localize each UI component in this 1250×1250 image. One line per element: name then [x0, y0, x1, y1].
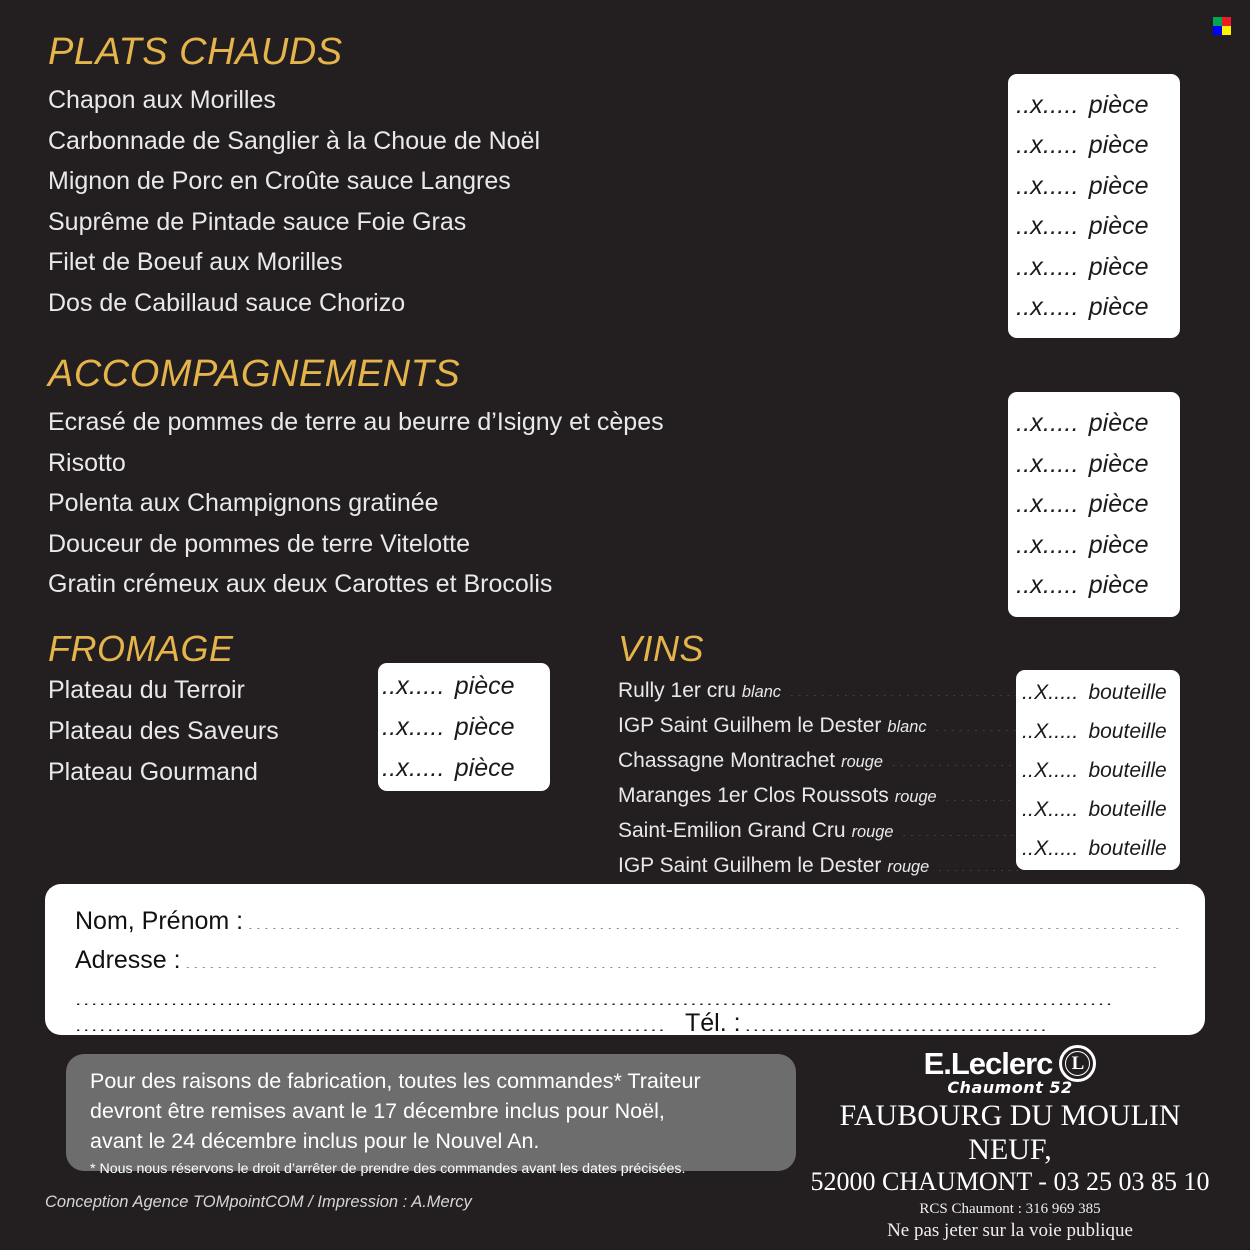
quantity-marker[interactable]: ..x.....: [1016, 490, 1079, 519]
menu-item-qualifier: blanc: [741, 683, 781, 701]
menu-item-row: [618, 849, 1023, 884]
store-identity-block: [800, 1045, 1220, 1242]
quantity-entry-row[interactable]: [1016, 403, 1180, 444]
quantity-marker[interactable]: ..x.....: [1016, 449, 1079, 478]
leclerc-wordmark: E.Leclerc: [923, 1045, 1053, 1081]
address-input-line3[interactable]: [75, 1006, 667, 1031]
regmark-swatch-blue: [1213, 26, 1222, 35]
menu-item-name: Douceur de pommes de terre Vitelotte: [48, 529, 470, 558]
dot-leader: [474, 204, 1009, 229]
store-city-label: Chaumont 52: [947, 1078, 1073, 1097]
quantity-unit-label: pièce: [1088, 530, 1149, 559]
quantity-entry-row[interactable]: [1016, 444, 1180, 485]
dot-leader: [548, 123, 1009, 148]
menu-item-row: [618, 779, 1023, 814]
menu-item-row: [48, 80, 1013, 121]
menu-item-row: [618, 709, 1023, 744]
design-credit: Conception Agence TOMpointCOM / Impression : A.Mercy: [45, 1193, 472, 1211]
quantity-marker[interactable]: ..x.....: [1016, 212, 1079, 240]
menu-item-row: [48, 483, 1013, 524]
notice-line-2: devront être remises avant le 17 décembre inclus pour Noël,: [90, 1099, 665, 1123]
dot-leader: [935, 710, 1019, 731]
menu-item-row: [48, 242, 1013, 283]
menu-item-row: [48, 202, 1013, 243]
regmark-swatch-yellow: [1222, 26, 1231, 35]
section-vins: [618, 628, 1023, 884]
address-input-line2[interactable]: [75, 980, 1113, 1005]
quantity-entry-row[interactable]: [1016, 206, 1180, 247]
quantity-unit-label: pièce: [454, 712, 515, 741]
menu-item-row: [48, 283, 1013, 324]
dot-leader: [413, 285, 1009, 310]
quantity-unit-label: pièce: [1088, 171, 1149, 200]
dot-leader: [447, 485, 1009, 510]
section-heading-vins: VINS: [618, 628, 705, 669]
menu-item-row: [48, 524, 1013, 565]
menu-item-name: Plateau Gourmand: [48, 758, 258, 786]
section-heading-fromage: FROMAGE: [48, 628, 234, 669]
quantity-unit-label: bouteille: [1088, 836, 1167, 860]
dot-leader: [560, 566, 1009, 591]
regmark-swatch-green: [1213, 17, 1222, 26]
notice-line-3: avant le 24 décembre inclus pour le Nouvel An.: [90, 1129, 540, 1153]
phone-field-row[interactable]: [75, 1005, 1181, 1041]
quantity-unit-label: bouteille: [1088, 719, 1167, 743]
name-input[interactable]: [247, 904, 1181, 929]
menu-item-name: Maranges 1er Clos Roussots: [618, 784, 889, 807]
menu-item-qualifier: rouge: [894, 788, 937, 806]
regmark-swatch-red: [1222, 17, 1231, 26]
notice-footnote: * Nous nous réservons le droit d’arrêter de prendre des commandes avant les dates précisées.: [90, 1161, 686, 1177]
dot-leader: [789, 675, 1019, 696]
section-accompagnements: [48, 352, 1013, 605]
address-field-label: Adresse :: [75, 946, 181, 974]
color-registration-mark: [1213, 17, 1231, 35]
quantity-unit-label: pièce: [1088, 293, 1149, 321]
menu-item-name: Carbonnade de Sanglier à la Choue de Noël: [48, 126, 541, 155]
quantity-marker[interactable]: ..x.....: [382, 712, 445, 741]
dot-leader: [134, 445, 1009, 470]
quantity-entry-row[interactable]: [1022, 712, 1180, 751]
menu-item-name: Filet de Boeuf aux Morilles: [48, 248, 343, 276]
dot-leader: [672, 404, 1009, 429]
address-input-line1[interactable]: [185, 943, 1161, 968]
store-address-line-1: FAUBOURG DU MOULIN NEUF,: [839, 1099, 1181, 1166]
dot-leader: [945, 780, 1019, 801]
quantity-unit-label: bouteille: [1088, 797, 1167, 821]
quantity-entry-row[interactable]: [382, 707, 550, 748]
quantity-entry-row[interactable]: [1016, 166, 1180, 207]
name-field-row[interactable]: [75, 902, 1181, 941]
quantity-entry-row[interactable]: [382, 748, 550, 789]
dot-leader: [891, 745, 1019, 766]
quantity-marker[interactable]: ..X.....: [1022, 680, 1079, 704]
section-heading-accompagnements: ACCOMPAGNEMENTS: [48, 353, 461, 395]
quantity-entry-row[interactable]: [1016, 525, 1180, 566]
leclerc-badge-letter: L: [1071, 1052, 1085, 1074]
quantity-marker[interactable]: ..x.....: [1016, 409, 1079, 438]
quantity-unit-label: bouteille: [1088, 680, 1167, 704]
quantity-marker[interactable]: ..x.....: [1016, 571, 1079, 600]
section-plats-chauds: [48, 30, 1013, 323]
menu-item-name: Suprême de Pintade sauce Foie Gras: [48, 207, 467, 236]
quantity-entry-row[interactable]: [1016, 484, 1180, 525]
quantity-box-accompagnements[interactable]: [1008, 392, 1180, 617]
menu-item-row: [618, 674, 1023, 709]
leclerc-badge-icon: [1059, 1045, 1096, 1082]
notice-line-1: Pour des raisons de fabrication, toutes les commandes* Traiteur: [90, 1069, 701, 1093]
quantity-marker[interactable]: ..x.....: [382, 753, 445, 782]
quantity-entry-row[interactable]: [1016, 125, 1180, 166]
quantity-unit-label: pièce: [1088, 252, 1149, 281]
menu-item-row: [48, 161, 1013, 202]
customer-details-form[interactable]: [45, 884, 1205, 1035]
quantity-marker[interactable]: ..x.....: [1016, 171, 1079, 200]
menu-item-name: Dos de Cabillaud sauce Chorizo: [48, 288, 406, 317]
quantity-box-plats-chauds[interactable]: [1008, 74, 1180, 338]
quantity-entry-row[interactable]: [382, 666, 550, 707]
menu-item-name: Polenta aux Champignons gratinée: [48, 489, 439, 517]
quantity-marker[interactable]: ..X.....: [1022, 758, 1079, 782]
address-field-row[interactable]: [75, 941, 1181, 980]
menu-item-row: [48, 564, 1013, 605]
quantity-marker[interactable]: ..X.....: [1022, 836, 1079, 860]
quantity-marker[interactable]: ..X.....: [1022, 719, 1079, 743]
quantity-unit-label: pièce: [1088, 131, 1149, 159]
quantity-unit-label: bouteille: [1088, 758, 1167, 782]
menu-item-row: [48, 443, 1013, 484]
phone-input[interactable]: [745, 1006, 1045, 1031]
address-continuation-row[interactable]: [75, 980, 1181, 1005]
menu-item-name: Risotto: [48, 448, 126, 477]
dot-leader: [519, 163, 1009, 188]
quantity-unit-label: pièce: [454, 753, 515, 782]
quantity-entry-row[interactable]: [1022, 673, 1180, 712]
quantity-entry-row[interactable]: [1016, 287, 1180, 328]
quantity-unit-label: pièce: [454, 671, 515, 700]
quantity-entry-row[interactable]: [1022, 751, 1180, 790]
disposal-notice: Ne pas jeter sur la voie publique: [887, 1220, 1133, 1241]
dot-leader: [478, 526, 1009, 551]
menu-item-name: Chassagne Montrachet: [618, 749, 836, 772]
quantity-unit-label: pièce: [1088, 409, 1149, 438]
menu-item-row: [618, 744, 1023, 779]
quantity-box-vins[interactable]: [1016, 670, 1180, 870]
quantity-entry-row[interactable]: [1016, 85, 1180, 126]
store-rcs-number: RCS Chaumont : 316 969 385: [919, 1201, 1101, 1217]
quantity-box-fromage[interactable]: [378, 663, 550, 791]
menu-item-row: [618, 814, 1023, 849]
order-deadline-notice: [66, 1054, 796, 1177]
quantity-marker[interactable]: ..x.....: [382, 671, 445, 700]
quantity-marker[interactable]: ..x.....: [1016, 530, 1079, 559]
menu-item-row: [48, 121, 1013, 162]
menu-item-name: Plateau des Saveurs: [48, 717, 279, 745]
dot-leader: [351, 244, 1009, 269]
quantity-unit-label: pièce: [1088, 90, 1149, 119]
quantity-marker[interactable]: ..X.....: [1022, 797, 1079, 821]
quantity-unit-label: pièce: [1088, 212, 1149, 240]
quantity-marker[interactable]: ..x.....: [1016, 252, 1079, 281]
quantity-unit-label: pièce: [1088, 490, 1149, 519]
menu-item-name: Rully 1er cru: [618, 679, 736, 702]
menu-item-qualifier: rouge: [851, 823, 894, 841]
quantity-marker[interactable]: ..x.....: [1016, 293, 1079, 321]
store-address-line-2: 52000 CHAUMONT - 03 25 03 85 10: [810, 1167, 1210, 1196]
menu-item-name: Chapon aux Morilles: [48, 86, 276, 114]
quantity-entry-row[interactable]: [1016, 565, 1180, 606]
menu-item-name: Ecrasé de pommes de terre au beurre d’Isigny et cèpes: [48, 408, 664, 436]
menu-item-name: Mignon de Porc en Croûte sauce Langres: [48, 167, 511, 195]
quantity-marker[interactable]: ..x.....: [1016, 131, 1079, 159]
quantity-entry-row[interactable]: [1016, 247, 1180, 288]
menu-item-name: Plateau du Terroir: [48, 676, 245, 704]
quantity-entry-row[interactable]: [1022, 790, 1180, 829]
menu-item-name: IGP Saint Guilhem le Dester: [618, 854, 882, 877]
quantity-entry-row[interactable]: [1022, 829, 1180, 868]
dot-leader: [284, 82, 1009, 107]
menu-item-qualifier: rouge: [887, 858, 930, 876]
menu-item-qualifier: rouge: [841, 753, 883, 771]
menu-item-name: IGP Saint Guilhem le Dester: [618, 714, 882, 737]
quantity-marker[interactable]: ..x.....: [1016, 90, 1079, 119]
quantity-unit-label: pièce: [1088, 571, 1149, 600]
section-heading-plats-chauds: PLATS CHAUDS: [48, 31, 343, 73]
phone-field-label: Tél. :: [685, 1009, 741, 1037]
quantity-unit-label: pièce: [1088, 449, 1149, 478]
menu-item-name: Gratin crémeux aux deux Carottes et Brocolis: [48, 570, 553, 598]
menu-item-qualifier: blanc: [887, 718, 927, 736]
dot-leader: [901, 815, 1019, 836]
menu-item-row: [48, 402, 1013, 443]
dot-leader: [937, 850, 1019, 871]
menu-item-name: Saint-Emilion Grand Cru: [618, 819, 846, 842]
name-field-label: Nom, Prénom :: [75, 907, 244, 935]
leclerc-logo: [800, 1045, 1220, 1082]
